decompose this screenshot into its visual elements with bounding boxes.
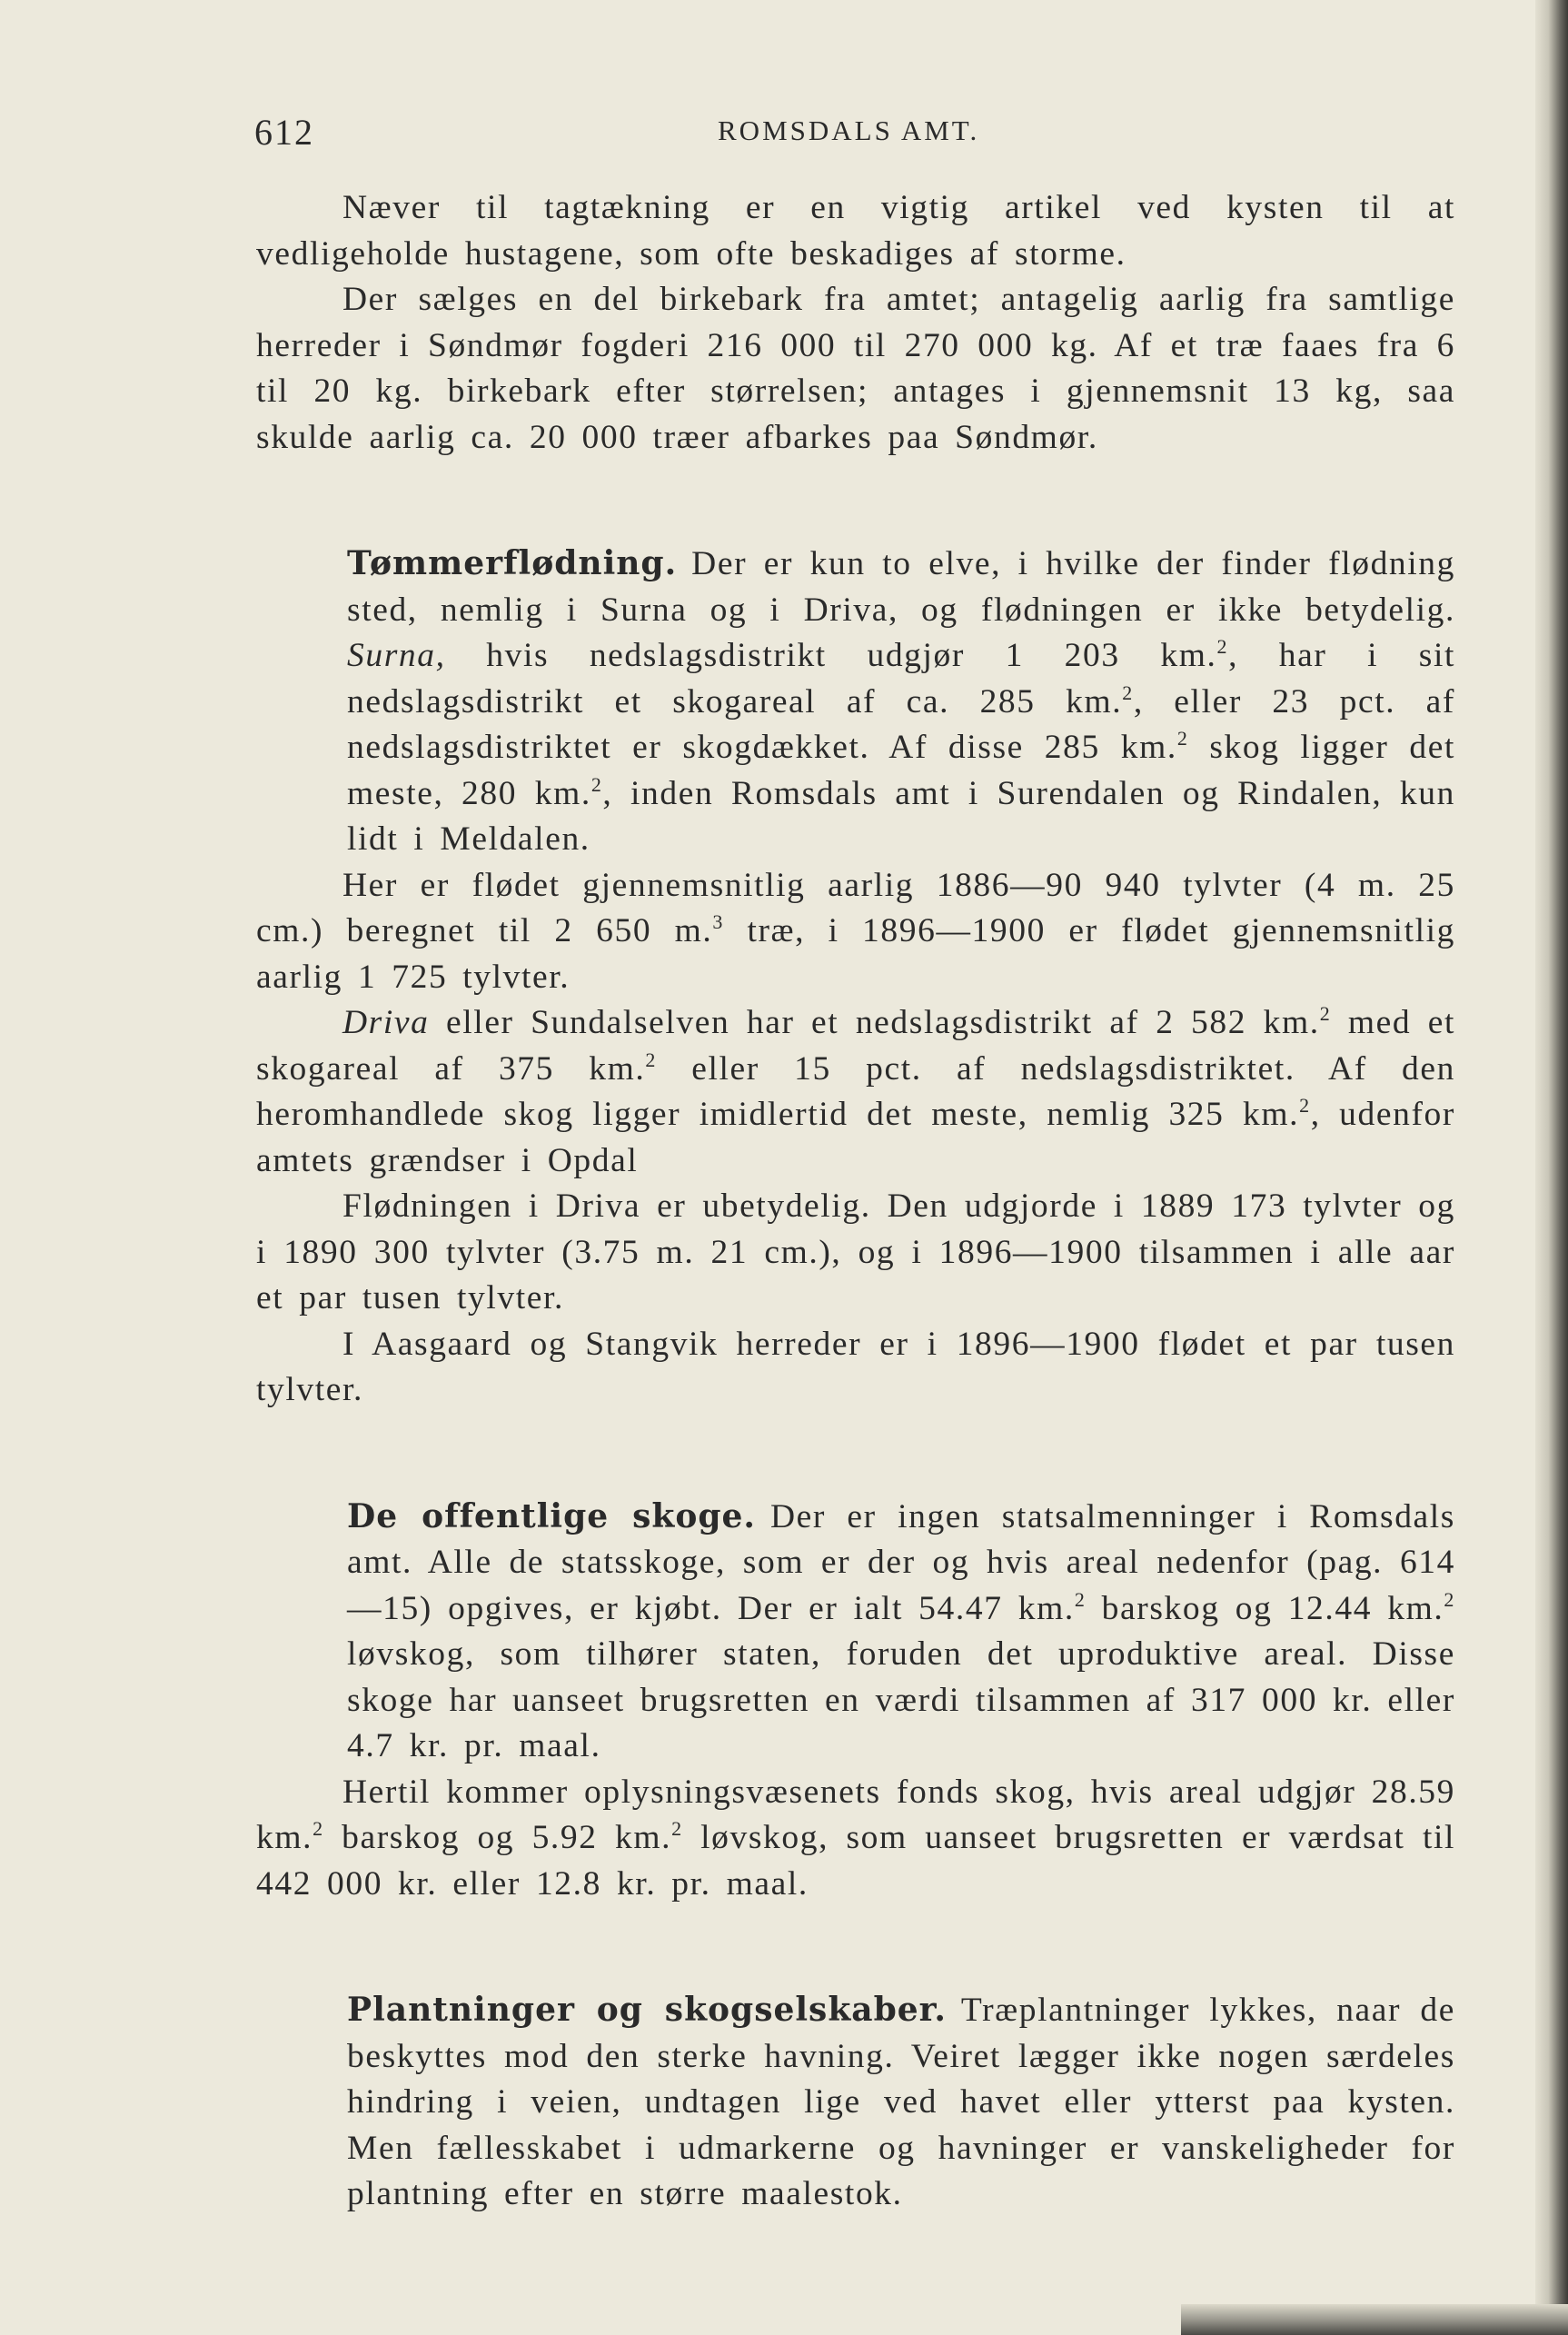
page-corner-shadow	[1181, 2304, 1568, 2335]
section-tommerflodning	[256, 541, 1455, 1414]
paragraph-flodningen: Flødningen i Driva er ubetydelig. Den udgjorde i 1889 173 tylvter og i 1890 300 tylvter (3.75 m. 21 cm.), og i 1896—1900 tilsammen i alle aar et par tusen tylvter.	[256, 1187, 1455, 1317]
paragraph-hertil: Hertil kommer oplysningsvæsenets fonds skog, hvis areal udgjør 28.59 km.$^2$ barskog og 5.92 km.$^2$ løvskog, som uanseet brugsretten er værdsat til 442 000 kr. eller 12.8 kr. pr. maal.	[256, 1773, 1455, 1903]
river-name-driva: Driva	[342, 1004, 430, 1041]
paragraph-plantninger: Plantninger og skogselskaber. Træplantninger lykkes, naar de beskyttes mod den sterke havning. Veiret lægger ikke nogen særdeles hindring i veien, undtagen lige ved havet eller ytterst paa kysten. Men fællesskabet i udmarkerne og havninger er vanskeligheder for plantning efter en større maalestok.	[347, 1991, 1456, 2212]
running-head: ROMSDALS AMT.	[718, 114, 980, 146]
section-offentlige-skoge	[256, 1494, 1455, 1908]
page-edge-shadow	[1535, 0, 1568, 2335]
paragraph-birkebark: Der sælges en del birkebark fra amtet; antagelig aarlig fra samtlige herreder i Søndmør fogderi 216 000 til 270 000 kg. Af et træ faaes fra 6 til 20 kg. birkebark efter størrelsen; antages i gjennemsnit 13 kg, saa skulde aarlig ca. 20 000 træer afbarkes paa Søndmør.	[256, 281, 1455, 456]
river-name-surna: Surna,	[347, 637, 446, 674]
page-number: 612	[254, 112, 314, 153]
body-text	[256, 185, 1455, 2218]
section-heading-plantninger: Plantninger og skogselskaber.	[347, 1991, 947, 2029]
paragraph-tommer-intro: Tømmerflødning. Der er kun to elve, i hvilke der finder flødning sted, nemlig i Surna og i Driva, og flødningen er ikke betydelig. Surna, hvis nedslagsdistrikt udgjør 1 203 km.$^2$, har i sit nedslagsdistrikt et skogareal af ca. 285 km.$^2$, eller 23 pct. af nedslagsdistriktet er skogdækket. Af disse 285 km.$^2$ skog ligger det meste, 280 km.$^2$, inden Romsdals amt i Surendalen og Rindalen, kun lidt i Meldalen.	[347, 544, 1456, 858]
section-plantninger	[256, 1987, 1455, 2218]
paragraph-flodet: Her er flødet gjennemsnitlig aarlig 1886—90 940 tylvter (4 m. 25 cm.) beregnet til 2 650 m.$^3$ træ, i 1896—1900 er flødet gjennemsnitlig aarlig 1 725 tylvter.	[256, 866, 1455, 996]
paragraph-naever: Næver til tagtækning er en vigtig artikel ved kysten til at vedligeholde hustagene, som ofte beskadiges af storme.	[256, 189, 1455, 273]
section-heading-tommerflodning: Tømmerflødning.	[347, 544, 678, 582]
section-heading-offentlige-skoge: De offentlige skoge.	[347, 1496, 756, 1535]
paragraph-driva: Driva eller Sundalselven har et nedslagsdistrikt af 2 582 km.$^2$ med et skogareal af 375 km.$^2$ eller 15 pct. af nedslagsdistriktet. Af den heromhandlede skog ligger imidlertid det meste, nemlig 325 km.$^2$, udenfor amtets grændser i Opdal	[256, 1002, 1456, 1179]
page-header	[254, 111, 1444, 156]
paragraph-aasgaard: I Aasgaard og Stangvik herreder er i 1896—1900 flødet et par tusen tylvter.	[256, 1325, 1455, 1408]
paragraph-statsskoge: De offentlige skoge. Der er ingen statsalmenninger i Romsdals amt. Alle de statsskoge, som er der og hvis areal nedenfor (pag. 614—15) opgives, er kjøbt. Der er ialt 54.47 km.$^2$ barskog og 12.44 km.$^2$ løvskog, som tilhører staten, foruden det uproduktive areal. Disse skoge har uanseet brugsretten en værdi tilsammen af 317 000 kr. eller 4.7 kr. pr. maal.	[347, 1496, 1456, 1764]
